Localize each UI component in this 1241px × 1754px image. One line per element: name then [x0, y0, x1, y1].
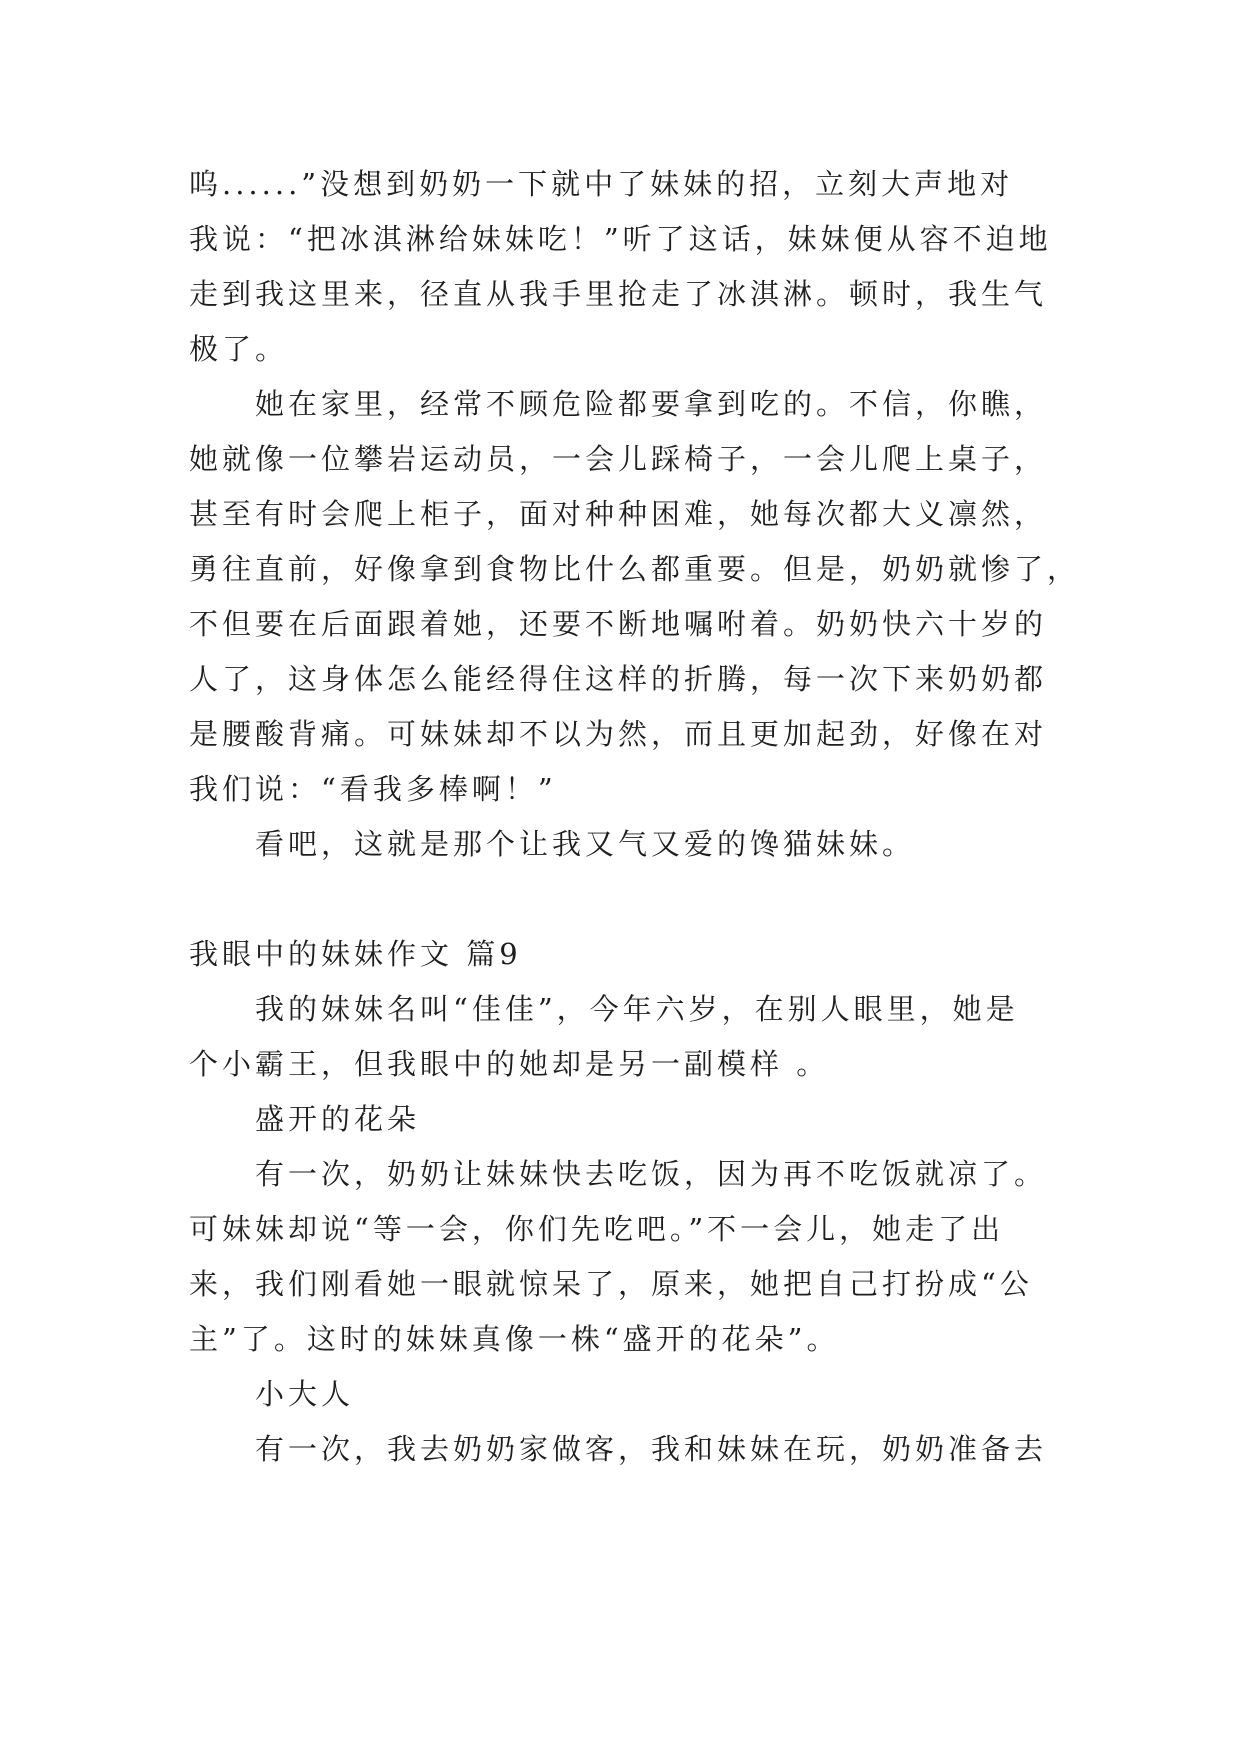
document-body [189, 157, 1081, 1477]
text-line: 看吧，这就是那个让我又气又爱的馋猫妹妹。 [255, 827, 916, 861]
section-heading: 盛开的花朵 [255, 1102, 421, 1136]
section-heading: 小大人 [255, 1377, 355, 1411]
text-line: 有一次，我去奶奶家做客，我和妹妹在玩，奶奶准备去 [255, 1432, 1048, 1466]
text-line: 呜......”没想到奶奶一下就中了妹妹的招，立刻大声地对 [189, 167, 1014, 201]
text-line: 她就像一位攀岩运动员，一会儿踩椅子，一会儿爬上桌子， [189, 442, 1048, 476]
text-line: 我的妹妹名叫“佳佳”，今年六岁，在别人眼里，她是 [255, 992, 1019, 1026]
text-line: 她在家里，经常不顾危险都要拿到吃的。不信，你瞧， [255, 387, 1048, 421]
paragraph [189, 1422, 1059, 1477]
paragraph [189, 982, 1059, 1092]
text-line: 我说：“把冰淇淋给妹妹吃！”听了这话，妹妹便从容不迫地 [189, 222, 1052, 256]
paragraph [189, 817, 1059, 872]
text-line: 主”了。这时的妹妹真像一株“盛开的花朵”。 [189, 1322, 840, 1356]
text-line: 个小霸王，但我眼中的她却是另一副模样 。 [189, 1047, 830, 1081]
blank-line [189, 872, 1059, 927]
text-line: 可妹妹却说“等一会，你们先吃吧。”不一会儿，她走了出 [189, 1212, 1005, 1246]
essay-title: 我眼中的妹妹作文 篇9 [189, 937, 522, 971]
text-line: 人了，这身体怎么能经得住这样的折腾，每一次下来奶奶都 [189, 662, 1048, 696]
text-line: 勇往直前，好像拿到食物比什么都重要。但是，奶奶就惨了， [189, 552, 1081, 586]
text-line: 极了。 [189, 332, 289, 366]
paragraph [189, 377, 1081, 817]
text-line: 甚至有时会爬上柜子，面对种种困难，她每次都大义凛然， [189, 497, 1048, 531]
text-line: 不但要在后面跟着她，还要不断地嘱咐着。奶奶快六十岁的 [189, 607, 1048, 641]
text-line: 走到我这里来，径直从我手里抢走了冰淇淋。顿时，我生气 [189, 277, 1048, 311]
paragraph [189, 157, 1059, 377]
text-line: 来，我们刚看她一眼就惊呆了，原来，她把自己打扮成“公 [189, 1267, 1033, 1301]
text-line: 我们说：“看我多棒啊！” [189, 772, 557, 806]
text-line: 是腰酸背痛。可妹妹却不以为然，而且更加起劲，好像在对 [189, 717, 1048, 751]
paragraph [189, 1147, 1059, 1367]
text-line: 有一次，奶奶让妹妹快去吃饭，因为再不吃饭就凉了。 [255, 1157, 1048, 1191]
